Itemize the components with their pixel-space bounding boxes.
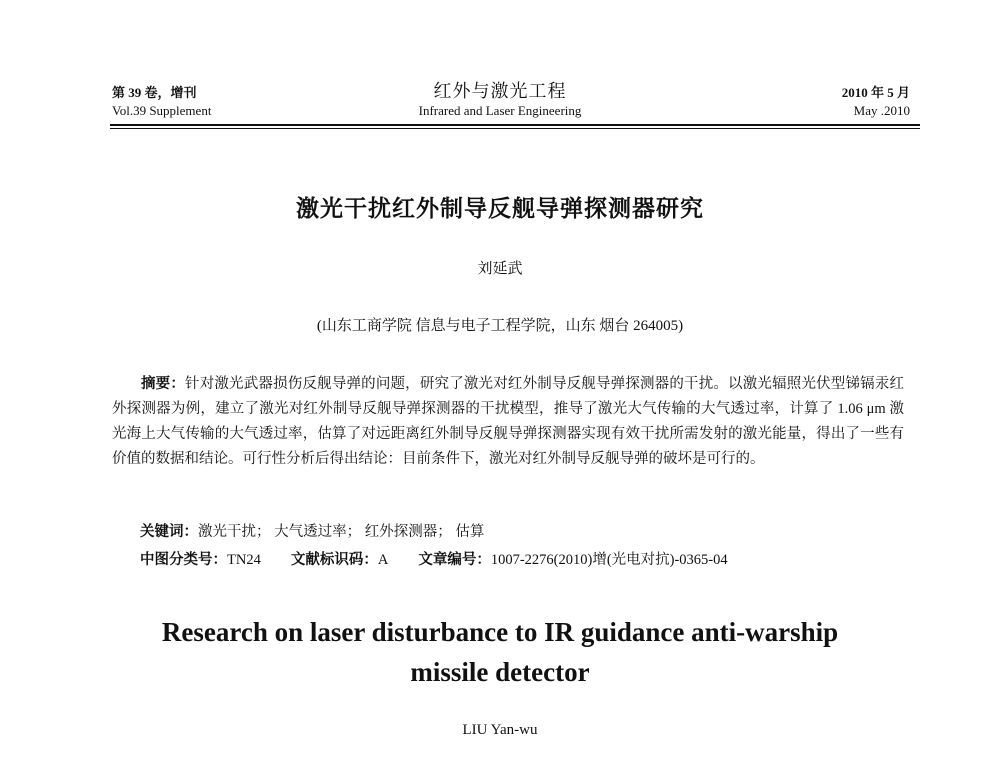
doc-code-value: A xyxy=(377,552,389,568)
header-rule-thin xyxy=(110,128,920,129)
title-en-line1: Research on laser disturbance to IR guidance anti-warship xyxy=(161,617,839,647)
journal-name-cn: 红外与激光工程 xyxy=(433,81,567,101)
keywords-text: 激光干扰； 大气透过率； 红外探测器； 估算 xyxy=(198,524,485,540)
keywords xyxy=(140,522,484,542)
author-en: LIU Yan-wu xyxy=(462,722,538,738)
classification-line xyxy=(140,550,728,570)
affiliation-cn: (山东工商学院 信息与电子工程学院，山东 烟台 264005) xyxy=(316,318,684,334)
journal-date-info xyxy=(842,84,910,120)
volume-cn: 第 39 卷，增刊 xyxy=(112,85,197,100)
keywords-label: 关键词： xyxy=(140,524,198,540)
date-en: May .2010 xyxy=(853,103,910,118)
date-cn: 2010 年 5 月 xyxy=(841,85,910,100)
abstract-text: 针对激光武器损伤反舰导弹的问题，研究了激光对红外制导反舰导弹探测器的干扰。以激光辐照光伏型锑镉汞红外探测器为例，建立了激光对红外制导反舰导弹探测器的干扰模型，推导了激光大气传输的大气透过率，计算了 1.06 μm 激光海上大气传输的大气透过率，估算了对远距离红外制导反舰导弹探测器实现有效干扰所需发射的激光能量，得出了一些有价值的数据和结论。可行性分析后得出结论：目前条件下，激光对红外制导反舰导弹的破坏是可行的。 xyxy=(112,376,904,467)
abstract-label: 摘要： xyxy=(141,376,186,392)
clc-value: TN24 xyxy=(227,552,261,568)
volume-en: Vol.39 Supplement xyxy=(112,103,212,118)
header-rule-thick xyxy=(110,124,920,126)
title-cn: 激光干扰红外制导反舰导弹探测器研究 xyxy=(296,196,704,222)
abstract xyxy=(112,372,904,472)
article-no-label: 文章编号： xyxy=(418,552,491,568)
author-cn: 刘延武 xyxy=(477,261,523,277)
article-no-value: 1007-2276(2010)增(光电对抗)-0365-04 xyxy=(490,552,728,568)
clc-label: 中图分类号： xyxy=(140,552,227,568)
title-en xyxy=(0,612,1000,692)
title-en-line2: missile detector xyxy=(410,657,590,687)
doc-code-label: 文献标识码： xyxy=(290,552,378,568)
journal-name-en: Infrared and Laser Engineering xyxy=(418,103,582,118)
